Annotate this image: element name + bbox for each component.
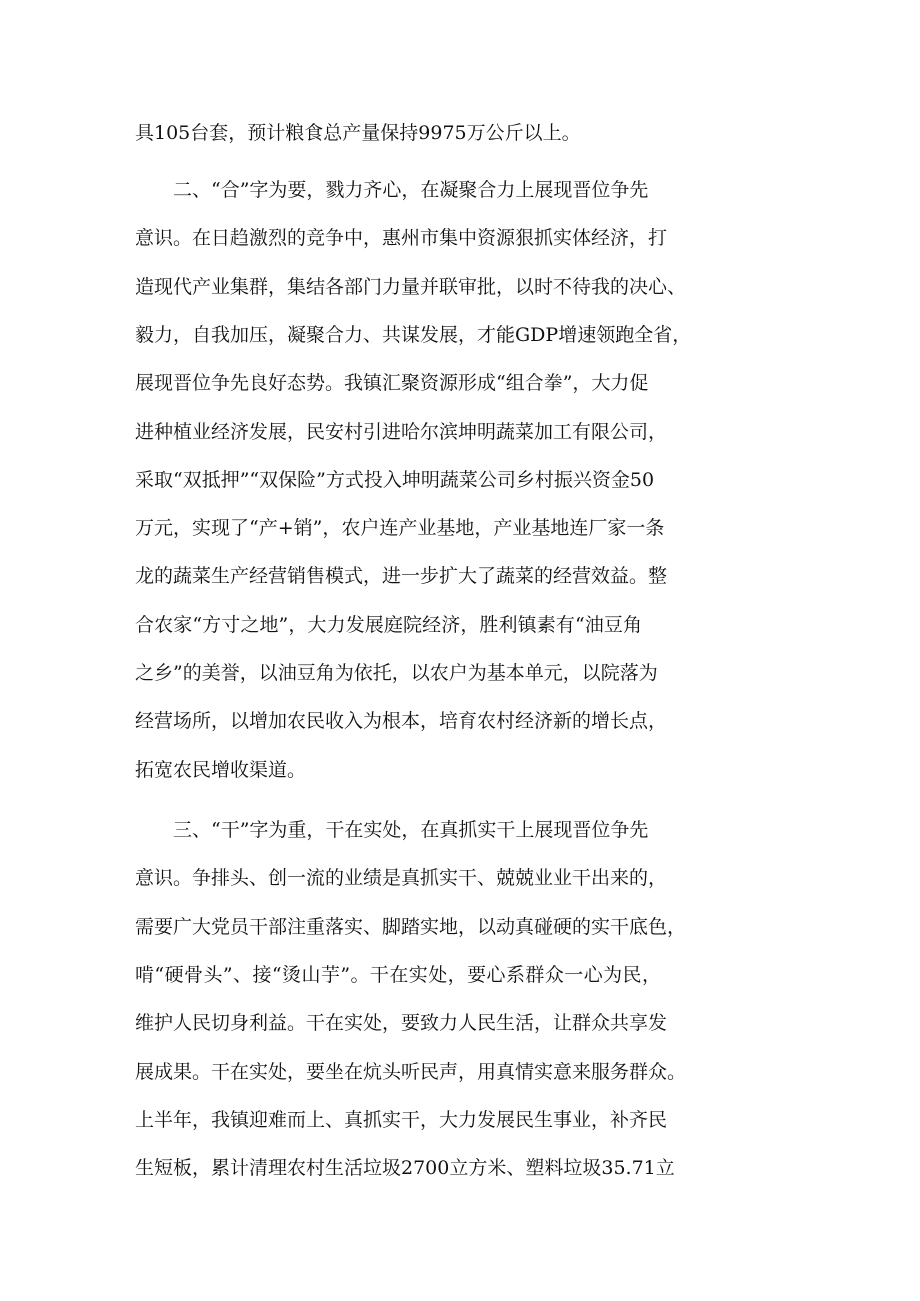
text-line: 维护人民切身利益。干在实处，要致力人民生活，让群众共享发 xyxy=(135,1012,668,1035)
text-line: 拓宽农民增收渠道。 xyxy=(135,758,307,781)
text-line: 上半年，我镇迎难而上、真抓实干，大力发展民生事业，补齐民 xyxy=(135,1108,668,1131)
text-line: 进种植业经济发展，民安村引进哈尔滨坤明蔬菜加工有限公司， xyxy=(135,420,668,443)
text-line: 之乡”的美誉，以油豆角为依托，以农户为基本单元，以院落为 xyxy=(135,662,658,684)
text-line: 经营场所，以增加农民收入为根本，培育农村经济新的增长点， xyxy=(135,710,668,733)
text-line: 二、“合”字为要，戮力齐心，在凝聚合力上展现晋位争先 xyxy=(135,179,649,201)
text-line: 毅力，自我加压，凝聚合力、共谋发展，才能GDP增速领跑全省， xyxy=(135,323,692,346)
text-line: 造现代产业集群，集结各部门力量并联审批，以时不待我的决心、 xyxy=(135,275,687,298)
text-line: 具105台套，预计粮食总产量保持9975万公斤以上。 xyxy=(135,122,581,144)
text-line: 合农家“方寸之地”，大力发展庭院经济，胜利镇素有“油豆角 xyxy=(135,613,642,636)
text-line: 意识。争排头、创一流的业绩是真抓实干、兢兢业业干出来的， xyxy=(135,867,668,890)
text-line: 展成果。干在实处，要坐在炕头听民声，用真情实意来服务群众。 xyxy=(135,1060,687,1083)
text-line: 龙的蔬菜生产经营销售模式，进一步扩大了蔬菜的经营效益。整 xyxy=(135,565,668,588)
text-line: 需要广大党员干部注重落实、脚踏实地，以动真碰硬的实干底色， xyxy=(135,915,687,938)
text-line: 万元，实现了“产+销”，农户连产业基地，产业基地连厂家一条 xyxy=(135,517,665,540)
text-line: 展现晋位争先良好态势。我镇汇聚资源形成“组合拳”，大力促 xyxy=(135,372,649,395)
text-line: 啃“硬骨头”、接“烫山芋”。干在实处，要心系群众一心为民， xyxy=(135,963,661,986)
text-line: 三、“干”字为重，干在实处，在真抓实干上展现晋位争先 xyxy=(135,819,649,841)
text-line: 采取“双抵押”“双保险”方式投入坤明蔬菜公司乡村振兴资金50 xyxy=(135,468,655,491)
text-line: 意识。在日趋激烈的竞争中，惠州市集中资源狠抓实体经济，打 xyxy=(135,227,668,250)
text-line: 生短板，累计清理农村生活垃圾2700立方米、塑料垃圾35.71立 xyxy=(135,1157,675,1180)
